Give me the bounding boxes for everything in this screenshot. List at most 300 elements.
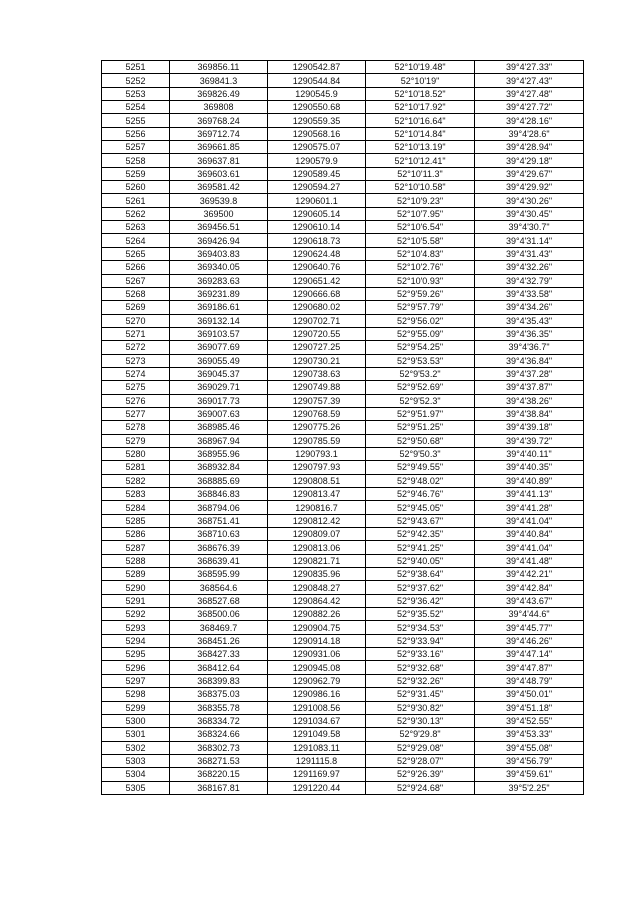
coordinates-table-body: [102, 61, 584, 795]
point-number-cell: 5298: [102, 688, 170, 701]
table-row: [102, 354, 584, 367]
y-coordinate-cell: 1290757.39: [268, 394, 366, 407]
y-coordinate-cell: 1290812.42: [268, 514, 366, 527]
y-coordinate-cell: 1290666.68: [268, 287, 366, 300]
point-number-cell: 5297: [102, 674, 170, 687]
latitude-cell: 52°10'9.23": [366, 194, 475, 207]
latitude-cell: 52°10'13.19": [366, 141, 475, 154]
latitude-cell: 52°9'31.45": [366, 688, 475, 701]
x-coordinate-cell: 368500.06: [170, 608, 268, 621]
x-coordinate-cell: 368167.81: [170, 781, 268, 794]
x-coordinate-cell: 369077.69: [170, 341, 268, 354]
longitude-cell: 39°4'41.48": [475, 554, 584, 567]
point-number-cell: 5281: [102, 461, 170, 474]
point-number-cell: 5274: [102, 367, 170, 380]
y-coordinate-cell: 1290544.84: [268, 74, 366, 87]
table-row: [102, 434, 584, 447]
y-coordinate-cell: 1290864.42: [268, 594, 366, 607]
longitude-cell: 39°4'27.48": [475, 87, 584, 100]
latitude-cell: 52°9'43.67": [366, 514, 475, 527]
point-number-cell: 5304: [102, 768, 170, 781]
table-row: [102, 181, 584, 194]
y-coordinate-cell: 1290962.79: [268, 674, 366, 687]
x-coordinate-cell: 368451.26: [170, 634, 268, 647]
latitude-cell: 52°9'51.97": [366, 407, 475, 420]
table-row: [102, 154, 584, 167]
longitude-cell: 39°4'50.01": [475, 688, 584, 701]
latitude-cell: 52°9'40.05": [366, 554, 475, 567]
x-coordinate-cell: 369283.63: [170, 274, 268, 287]
point-number-cell: 5278: [102, 421, 170, 434]
point-number-cell: 5266: [102, 261, 170, 274]
latitude-cell: 52°9'32.68": [366, 661, 475, 674]
longitude-cell: 39°4'37.28": [475, 367, 584, 380]
longitude-cell: 39°4'30.7": [475, 221, 584, 234]
y-coordinate-cell: 1291083.11: [268, 741, 366, 754]
table-row: [102, 754, 584, 767]
point-number-cell: 5275: [102, 381, 170, 394]
x-coordinate-cell: 368220.15: [170, 768, 268, 781]
y-coordinate-cell: 1290914.18: [268, 634, 366, 647]
point-number-cell: 5259: [102, 167, 170, 180]
table-row: [102, 287, 584, 300]
table-row: [102, 381, 584, 394]
point-number-cell: 5293: [102, 621, 170, 634]
longitude-cell: 39°4'36.35": [475, 327, 584, 340]
y-coordinate-cell: 1290550.68: [268, 101, 366, 114]
latitude-cell: 52°9'34.53": [366, 621, 475, 634]
x-coordinate-cell: 369581.42: [170, 181, 268, 194]
latitude-cell: 52°9'36.42": [366, 594, 475, 607]
latitude-cell: 52°10'6.54": [366, 221, 475, 234]
y-coordinate-cell: 1290579.9: [268, 154, 366, 167]
table-row: [102, 167, 584, 180]
longitude-cell: 39°4'33.58": [475, 287, 584, 300]
y-coordinate-cell: 1290640.76: [268, 261, 366, 274]
point-number-cell: 5255: [102, 114, 170, 127]
y-coordinate-cell: 1290749.88: [268, 381, 366, 394]
y-coordinate-cell: 1290775.26: [268, 421, 366, 434]
point-number-cell: 5267: [102, 274, 170, 287]
latitude-cell: 52°9'56.02": [366, 314, 475, 327]
point-number-cell: 5289: [102, 568, 170, 581]
latitude-cell: 52°9'50.68": [366, 434, 475, 447]
x-coordinate-cell: 369426.94: [170, 234, 268, 247]
y-coordinate-cell: 1290848.27: [268, 581, 366, 594]
table-row: [102, 488, 584, 501]
table-row: [102, 247, 584, 260]
longitude-cell: 39°4'47.14": [475, 648, 584, 661]
latitude-cell: 52°9'49.55": [366, 461, 475, 474]
table-row: [102, 74, 584, 87]
point-number-cell: 5284: [102, 501, 170, 514]
x-coordinate-cell: 369231.89: [170, 287, 268, 300]
table-row: [102, 314, 584, 327]
longitude-cell: 39°4'40.35": [475, 461, 584, 474]
longitude-cell: 39°4'36.84": [475, 354, 584, 367]
x-coordinate-cell: 368639.41: [170, 554, 268, 567]
table-row: [102, 594, 584, 607]
y-coordinate-cell: 1290575.07: [268, 141, 366, 154]
table-row: [102, 341, 584, 354]
longitude-cell: 39°4'46.26": [475, 634, 584, 647]
point-number-cell: 5273: [102, 354, 170, 367]
latitude-cell: 52°9'38.64": [366, 568, 475, 581]
y-coordinate-cell: 1290816.7: [268, 501, 366, 514]
latitude-cell: 52°9'42.35": [366, 528, 475, 541]
longitude-cell: 39°4'55.08": [475, 741, 584, 754]
table-row: [102, 528, 584, 541]
latitude-cell: 52°9'57.79": [366, 301, 475, 314]
table-row: [102, 461, 584, 474]
longitude-cell: 39°4'29.67": [475, 167, 584, 180]
point-number-cell: 5303: [102, 754, 170, 767]
latitude-cell: 52°9'37.62": [366, 581, 475, 594]
y-coordinate-cell: 1290738.63: [268, 367, 366, 380]
table-row: [102, 701, 584, 714]
point-number-cell: 5256: [102, 127, 170, 140]
point-number-cell: 5295: [102, 648, 170, 661]
table-row: [102, 648, 584, 661]
latitude-cell: 52°9'46.76": [366, 488, 475, 501]
longitude-cell: 39°4'28.6": [475, 127, 584, 140]
y-coordinate-cell: 1290610.14: [268, 221, 366, 234]
latitude-cell: 52°9'52.3": [366, 394, 475, 407]
y-coordinate-cell: 1290797.93: [268, 461, 366, 474]
x-coordinate-cell: 368967.94: [170, 434, 268, 447]
longitude-cell: 39°4'29.18": [475, 154, 584, 167]
x-coordinate-cell: 368334.72: [170, 714, 268, 727]
latitude-cell: 52°9'24.68": [366, 781, 475, 794]
x-coordinate-cell: 368271.53: [170, 754, 268, 767]
y-coordinate-cell: 1290821.71: [268, 554, 366, 567]
x-coordinate-cell: 369661.85: [170, 141, 268, 154]
latitude-cell: 52°10'5.58": [366, 234, 475, 247]
y-coordinate-cell: 1290618.73: [268, 234, 366, 247]
table-row: [102, 568, 584, 581]
y-coordinate-cell: 1290568.16: [268, 127, 366, 140]
y-coordinate-cell: 1290931.06: [268, 648, 366, 661]
x-coordinate-cell: 369456.51: [170, 221, 268, 234]
longitude-cell: 39°4'51.18": [475, 701, 584, 714]
latitude-cell: 52°9'29.8": [366, 728, 475, 741]
longitude-cell: 39°4'34.26": [475, 301, 584, 314]
latitude-cell: 52°10'7.95": [366, 207, 475, 220]
x-coordinate-cell: 369103.57: [170, 327, 268, 340]
x-coordinate-cell: 368885.69: [170, 474, 268, 487]
longitude-cell: 39°4'48.79": [475, 674, 584, 687]
point-number-cell: 5257: [102, 141, 170, 154]
x-coordinate-cell: 368932.84: [170, 461, 268, 474]
longitude-cell: 39°4'32.26": [475, 261, 584, 274]
longitude-cell: 39°4'40.89": [475, 474, 584, 487]
point-number-cell: 5270: [102, 314, 170, 327]
x-coordinate-cell: 368564.6: [170, 581, 268, 594]
table-row: [102, 447, 584, 460]
latitude-cell: 52°9'51.25": [366, 421, 475, 434]
x-coordinate-cell: 369029.71: [170, 381, 268, 394]
x-coordinate-cell: 369603.61: [170, 167, 268, 180]
latitude-cell: 52°9'50.3": [366, 447, 475, 460]
latitude-cell: 52°9'55.09": [366, 327, 475, 340]
table-row: [102, 261, 584, 274]
table-row: [102, 421, 584, 434]
x-coordinate-cell: 368985.46: [170, 421, 268, 434]
y-coordinate-cell: 1290702.71: [268, 314, 366, 327]
x-coordinate-cell: 369132.14: [170, 314, 268, 327]
x-coordinate-cell: 369403.83: [170, 247, 268, 260]
y-coordinate-cell: 1291008.56: [268, 701, 366, 714]
point-number-cell: 5302: [102, 741, 170, 754]
table-row: [102, 474, 584, 487]
point-number-cell: 5290: [102, 581, 170, 594]
table-row: [102, 554, 584, 567]
longitude-cell: 39°4'42.84": [475, 581, 584, 594]
x-coordinate-cell: 369712.74: [170, 127, 268, 140]
y-coordinate-cell: 1290986.16: [268, 688, 366, 701]
longitude-cell: 39°4'39.18": [475, 421, 584, 434]
point-number-cell: 5262: [102, 207, 170, 220]
table-row: [102, 501, 584, 514]
x-coordinate-cell: 369045.37: [170, 367, 268, 380]
x-coordinate-cell: 368355.78: [170, 701, 268, 714]
x-coordinate-cell: 369186.61: [170, 301, 268, 314]
longitude-cell: 39°4'31.14": [475, 234, 584, 247]
y-coordinate-cell: 1290768.59: [268, 407, 366, 420]
latitude-cell: 52°10'18.52": [366, 87, 475, 100]
table-row: [102, 581, 584, 594]
table-row: [102, 127, 584, 140]
longitude-cell: 39°4'39.72": [475, 434, 584, 447]
table-row: [102, 221, 584, 234]
point-number-cell: 5260: [102, 181, 170, 194]
longitude-cell: 39°4'45.77": [475, 621, 584, 634]
table-row: [102, 674, 584, 687]
coordinates-table: [101, 60, 584, 795]
longitude-cell: 39°4'35.43": [475, 314, 584, 327]
latitude-cell: 52°10'16.64": [366, 114, 475, 127]
x-coordinate-cell: 368469.7: [170, 621, 268, 634]
longitude-cell: 39°4'44.6": [475, 608, 584, 621]
longitude-cell: 39°4'38.84": [475, 407, 584, 420]
x-coordinate-cell: 369500: [170, 207, 268, 220]
y-coordinate-cell: 1290882.26: [268, 608, 366, 621]
table-row: [102, 87, 584, 100]
table-row: [102, 688, 584, 701]
table-row: [102, 541, 584, 554]
latitude-cell: 52°9'53.53": [366, 354, 475, 367]
latitude-cell: 52°9'26.39": [366, 768, 475, 781]
table-row: [102, 274, 584, 287]
latitude-cell: 52°9'28.07": [366, 754, 475, 767]
y-coordinate-cell: 1290559.35: [268, 114, 366, 127]
point-number-cell: 5261: [102, 194, 170, 207]
y-coordinate-cell: 1291169.97: [268, 768, 366, 781]
y-coordinate-cell: 1290904.75: [268, 621, 366, 634]
longitude-cell: 39°4'41.13": [475, 488, 584, 501]
latitude-cell: 52°10'19": [366, 74, 475, 87]
x-coordinate-cell: 369808: [170, 101, 268, 114]
x-coordinate-cell: 369017.73: [170, 394, 268, 407]
longitude-cell: 39°4'27.72": [475, 101, 584, 114]
table-row: [102, 407, 584, 420]
longitude-cell: 39°4'28.94": [475, 141, 584, 154]
point-number-cell: 5279: [102, 434, 170, 447]
latitude-cell: 52°9'54.25": [366, 341, 475, 354]
x-coordinate-cell: 368527.68: [170, 594, 268, 607]
point-number-cell: 5265: [102, 247, 170, 260]
latitude-cell: 52°10'4.83": [366, 247, 475, 260]
table-row: [102, 781, 584, 794]
x-coordinate-cell: 369856.11: [170, 61, 268, 74]
latitude-cell: 52°9'52.69": [366, 381, 475, 394]
x-coordinate-cell: 369007.63: [170, 407, 268, 420]
latitude-cell: 52°9'48.02": [366, 474, 475, 487]
y-coordinate-cell: 1290594.27: [268, 181, 366, 194]
x-coordinate-cell: 368955.96: [170, 447, 268, 460]
y-coordinate-cell: 1290545.9: [268, 87, 366, 100]
longitude-cell: 39°4'43.67": [475, 594, 584, 607]
table-row: [102, 194, 584, 207]
point-number-cell: 5282: [102, 474, 170, 487]
point-number-cell: 5269: [102, 301, 170, 314]
latitude-cell: 52°10'11.3": [366, 167, 475, 180]
longitude-cell: 39°4'36.7": [475, 341, 584, 354]
y-coordinate-cell: 1290809.07: [268, 528, 366, 541]
point-number-cell: 5285: [102, 514, 170, 527]
table-row: [102, 101, 584, 114]
point-number-cell: 5291: [102, 594, 170, 607]
y-coordinate-cell: 1291049.58: [268, 728, 366, 741]
x-coordinate-cell: 368324.66: [170, 728, 268, 741]
x-coordinate-cell: 369826.49: [170, 87, 268, 100]
point-number-cell: 5288: [102, 554, 170, 567]
y-coordinate-cell: 1290727.25: [268, 341, 366, 354]
latitude-cell: 52°9'30.82": [366, 701, 475, 714]
point-number-cell: 5301: [102, 728, 170, 741]
longitude-cell: 39°4'42.21": [475, 568, 584, 581]
latitude-cell: 52°9'30.13": [366, 714, 475, 727]
x-coordinate-cell: 368399.83: [170, 674, 268, 687]
y-coordinate-cell: 1290605.14: [268, 207, 366, 220]
table-row: [102, 327, 584, 340]
latitude-cell: 52°9'35.52": [366, 608, 475, 621]
longitude-cell: 39°4'31.43": [475, 247, 584, 260]
x-coordinate-cell: 368375.03: [170, 688, 268, 701]
longitude-cell: 39°4'41.04": [475, 541, 584, 554]
point-number-cell: 5305: [102, 781, 170, 794]
table-row: [102, 621, 584, 634]
latitude-cell: 52°9'53.2": [366, 367, 475, 380]
table-row: [102, 634, 584, 647]
table-row: [102, 367, 584, 380]
point-number-cell: 5292: [102, 608, 170, 621]
longitude-cell: 39°4'27.33": [475, 61, 584, 74]
point-number-cell: 5272: [102, 341, 170, 354]
x-coordinate-cell: 369340.05: [170, 261, 268, 274]
longitude-cell: 39°4'40.84": [475, 528, 584, 541]
longitude-cell: 39°4'28.16": [475, 114, 584, 127]
y-coordinate-cell: 1291115.8: [268, 754, 366, 767]
y-coordinate-cell: 1290601.1: [268, 194, 366, 207]
y-coordinate-cell: 1290624.48: [268, 247, 366, 260]
table-row: [102, 514, 584, 527]
y-coordinate-cell: 1290813.47: [268, 488, 366, 501]
point-number-cell: 5280: [102, 447, 170, 460]
x-coordinate-cell: 368302.73: [170, 741, 268, 754]
point-number-cell: 5253: [102, 87, 170, 100]
y-coordinate-cell: 1290542.87: [268, 61, 366, 74]
y-coordinate-cell: 1290835.96: [268, 568, 366, 581]
point-number-cell: 5264: [102, 234, 170, 247]
longitude-cell: 39°4'32.79": [475, 274, 584, 287]
point-number-cell: 5254: [102, 101, 170, 114]
x-coordinate-cell: 369055.49: [170, 354, 268, 367]
longitude-cell: 39°4'30.26": [475, 194, 584, 207]
point-number-cell: 5296: [102, 661, 170, 674]
table-row: [102, 234, 584, 247]
x-coordinate-cell: 368794.06: [170, 501, 268, 514]
table-row: [102, 728, 584, 741]
point-number-cell: 5299: [102, 701, 170, 714]
y-coordinate-cell: 1290589.45: [268, 167, 366, 180]
latitude-cell: 52°10'19.48": [366, 61, 475, 74]
latitude-cell: 52°9'33.16": [366, 648, 475, 661]
table-row: [102, 301, 584, 314]
table-row: [102, 608, 584, 621]
point-number-cell: 5294: [102, 634, 170, 647]
longitude-cell: 39°4'56.79": [475, 754, 584, 767]
y-coordinate-cell: 1290680.02: [268, 301, 366, 314]
latitude-cell: 52°10'12.41": [366, 154, 475, 167]
y-coordinate-cell: 1290945.08: [268, 661, 366, 674]
latitude-cell: 52°9'33.94": [366, 634, 475, 647]
x-coordinate-cell: 368751.41: [170, 514, 268, 527]
longitude-cell: 39°4'41.04": [475, 514, 584, 527]
point-number-cell: 5252: [102, 74, 170, 87]
longitude-cell: 39°4'53.33": [475, 728, 584, 741]
x-coordinate-cell: 369841.3: [170, 74, 268, 87]
y-coordinate-cell: 1290730.21: [268, 354, 366, 367]
y-coordinate-cell: 1290720.55: [268, 327, 366, 340]
table-row: [102, 207, 584, 220]
latitude-cell: 52°10'17.92": [366, 101, 475, 114]
x-coordinate-cell: 369768.24: [170, 114, 268, 127]
table-row: [102, 661, 584, 674]
table-row: [102, 61, 584, 74]
longitude-cell: 39°4'38.26": [475, 394, 584, 407]
point-number-cell: 5271: [102, 327, 170, 340]
point-number-cell: 5287: [102, 541, 170, 554]
longitude-cell: 39°4'47.87": [475, 661, 584, 674]
y-coordinate-cell: 1291220.44: [268, 781, 366, 794]
longitude-cell: 39°4'40.11": [475, 447, 584, 460]
latitude-cell: 52°9'59.26": [366, 287, 475, 300]
point-number-cell: 5277: [102, 407, 170, 420]
y-coordinate-cell: 1290808.51: [268, 474, 366, 487]
latitude-cell: 52°9'45.05": [366, 501, 475, 514]
x-coordinate-cell: 368412.64: [170, 661, 268, 674]
point-number-cell: 5286: [102, 528, 170, 541]
x-coordinate-cell: 369637.81: [170, 154, 268, 167]
point-number-cell: 5300: [102, 714, 170, 727]
y-coordinate-cell: 1290813.06: [268, 541, 366, 554]
latitude-cell: 52°9'41.25": [366, 541, 475, 554]
longitude-cell: 39°5'2.25": [475, 781, 584, 794]
x-coordinate-cell: 368710.63: [170, 528, 268, 541]
latitude-cell: 52°10'0.93": [366, 274, 475, 287]
x-coordinate-cell: 368676.39: [170, 541, 268, 554]
